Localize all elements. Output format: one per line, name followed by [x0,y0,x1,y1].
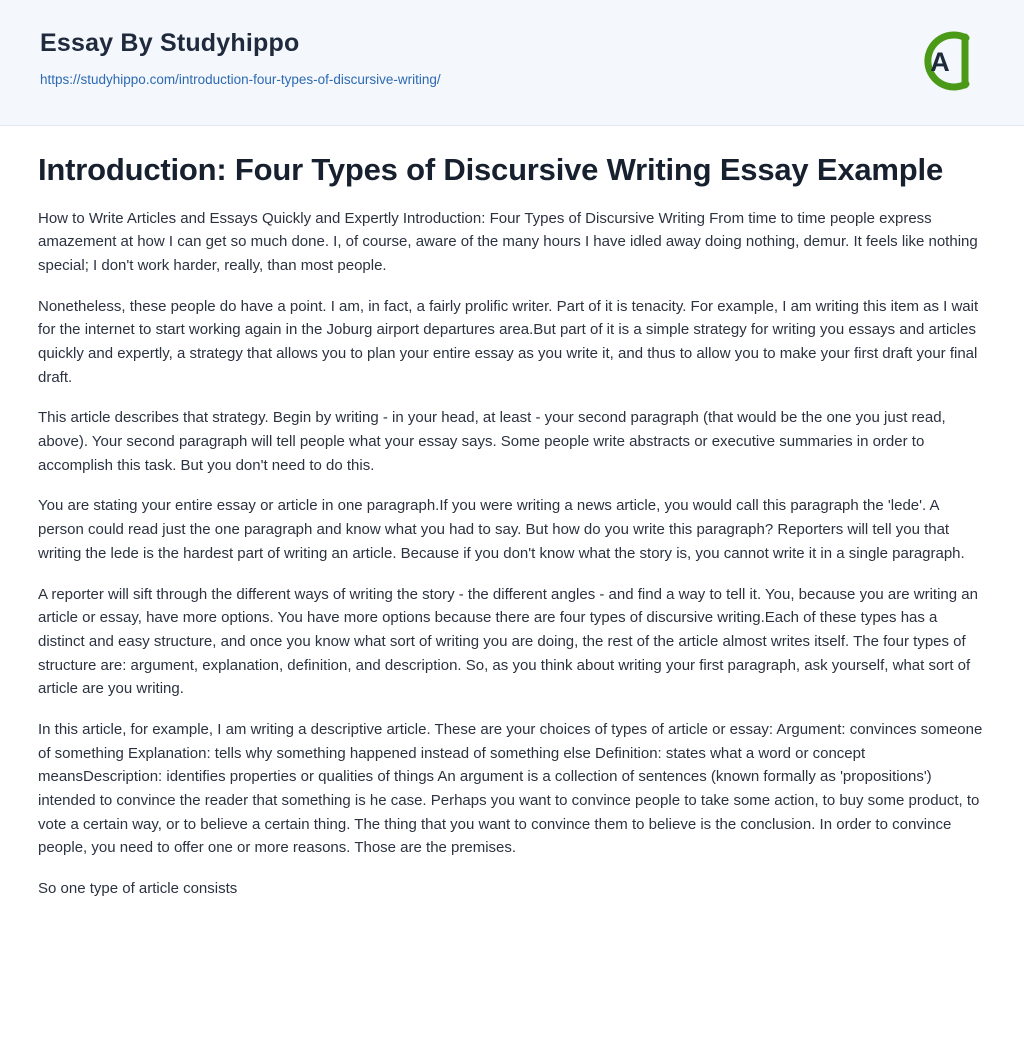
article-url-link[interactable]: https://studyhippo.com/introduction-four-types-of-discursive-writing/ [40,71,441,87]
svg-text:A: A [930,47,950,77]
article-paragraph: A reporter will sift through the different ways of writing the story - the different angles - and find a way to tell it. You, because you are writing an article or essay, have more options. You have more options because there are four types of discursive writing.Each of these types has a distinct and easy structure, and once you know what sort of writing you are doing, the rest of the article almost writes itself. The four types of structure are: argument, explanation, definition, and description. So, as you think about writing your first paragraph, ask yourself, what sort of article are you writing. [38,585,978,698]
site-brand-title: Essay By Studyhippo [40,29,300,57]
site-header [0,0,1024,126]
article-paragraph: You are stating your entire essay or article in one paragraph.If you were writing a news article, you would call this paragraph the 'lede'. A person could read just the one paragraph and know what you had to say. But how do you write this paragraph? Reporters will tell you that writing the lede is the hardest part of writing an article. Because if you don't know what the story is, you cannot write it in a single paragraph. [38,497,965,562]
article-paragraph: How to Write Articles and Essays Quickly and Expertly Introduction: Four Types of Discursive Writing From time to time people express amazement at how I can get so much done. I, of course, aware of the many hours I have idled away doing nothing, demur. It feels like nothing special; I don't work harder, really, than most people. [38,209,978,274]
article-paragraph: Nonetheless, these people do have a point. I am, in fact, a fairly prolific writer. Part of it is tenacity. For example, I am writing this item as I wait for the internet to start working again in the Joburg airport departures area.But part of it is a simple strategy for writing you essays and articles quickly and expertly, a strategy that allows you to plan your entire essay as you write it, and thus to allow you to make your first draft your final draft. [38,297,979,386]
article-body [0,126,1024,1053]
studyhippo-a-logo-icon [906,26,976,96]
brand-block [40,30,441,88]
page-title: Introduction: Four Types of Discursive Writing Essay Example [38,152,943,187]
article-paragraph: This article describes that strategy. Begin by writing - in your head, at least - your second paragraph (that would be the one you just read, above). Your second paragraph will tell people what your essay says. Some people write abstracts or executive summaries in order to accomplish this task. But you don't need to do this. [38,409,946,474]
article-paragraph: So one type of article consists [38,880,238,898]
article-paragraph: In this article, for example, I am writing a descriptive article. These are your choices of types of article or essay: Argument: convinces someone of something Explanation: tells why something happened instead of something else Definition: states what a word or concept meansDescription: identifies properties or qualities of things An argument is a collection of sentences (known formally as 'propositions') intended to convince the reader that something is he case. Perhaps you want to convince people to take some action, to buy some product, to vote a certain way, or to believe a certain thing. The thing that you want to convince them to believe is the conclusion. In order to convince people, you need to offer one or more reasons. Those are the premises. [38,720,983,857]
